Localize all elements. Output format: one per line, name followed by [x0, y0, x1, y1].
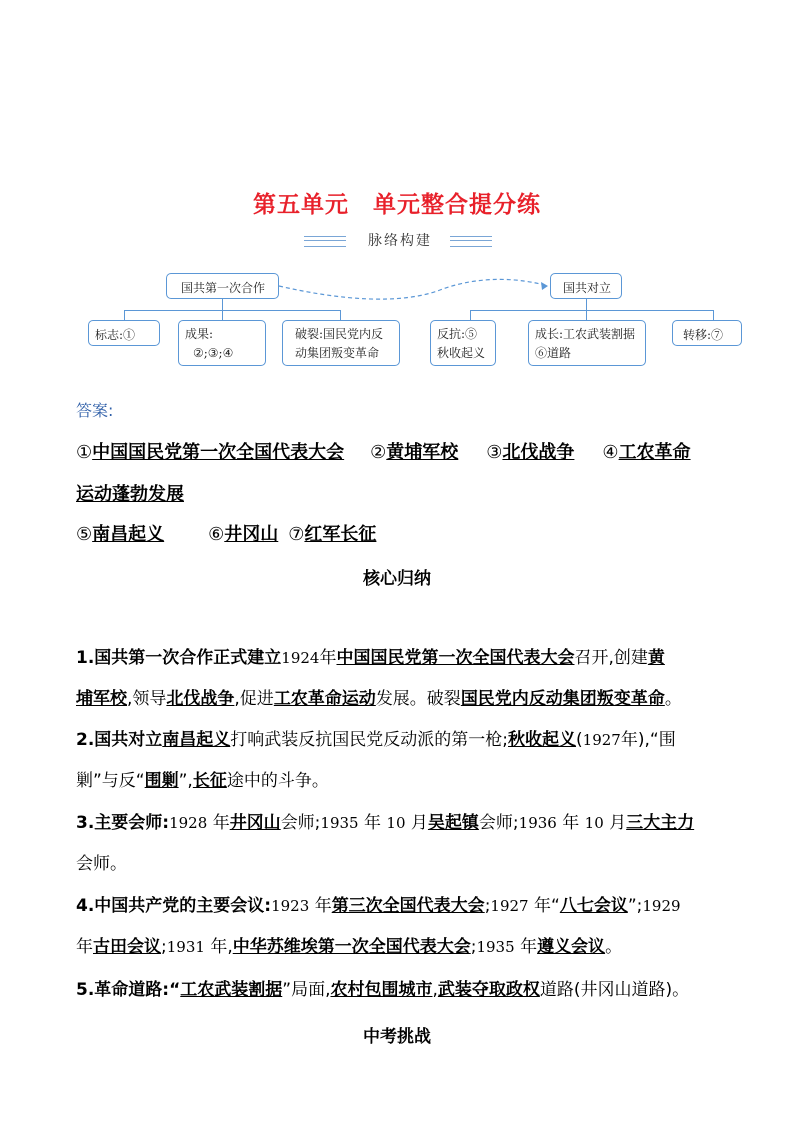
keyword: 工农武装割据: [180, 980, 283, 1000]
keyword: 工农革命运动: [273, 689, 376, 709]
node-resistance: [430, 320, 496, 366]
answer-line-1: [76, 438, 691, 464]
root-label: 国共第一次合作: [181, 281, 266, 295]
text-span: 。: [605, 937, 623, 957]
connector: [124, 310, 341, 311]
text-span: ,: [432, 980, 438, 1000]
text-span: ;: [161, 937, 167, 957]
text-span: 1923: [271, 897, 310, 915]
answer-text: 黄埔军校: [386, 442, 459, 463]
keyword: 吴起镇: [427, 813, 479, 833]
answer-text: 北伐战争: [502, 442, 575, 463]
node-line: 破裂:国民党内反: [295, 327, 384, 341]
root-first-cooperation: [166, 273, 279, 299]
keyword: 武装夺取政权: [437, 980, 540, 1000]
text-span: 年: [520, 937, 538, 957]
node-line: 动集团叛变革命: [295, 346, 380, 360]
text-span: 会师;: [478, 813, 519, 833]
answer-text: 井冈山: [224, 524, 279, 545]
answer-mark: ⑤: [76, 524, 93, 545]
answer-mark: ⑥: [208, 524, 225, 545]
keyword: 中华苏维埃第一次全国代表大会: [232, 937, 471, 957]
node-line: ⑥道路: [535, 346, 572, 360]
text-span: ,促进: [234, 689, 274, 709]
text-span: 年: [319, 648, 337, 668]
page-title: 第五单元 单元整合提分练: [253, 192, 541, 218]
core-paragraph-2: [76, 720, 718, 802]
keyword: 中国国民党第一次全国代表大会: [336, 648, 575, 668]
keyword: 南昌起义: [162, 730, 231, 750]
node-line: ②;③;④: [193, 346, 234, 360]
section-subtitle: 脉络构建: [368, 233, 432, 249]
keyword: 埔军校: [76, 689, 127, 709]
text-span: 1936: [518, 814, 557, 832]
keyword: 农村包围城市: [330, 980, 433, 1000]
connector: [340, 310, 341, 320]
text-span: 2.国共对立: [76, 730, 163, 750]
text-span: 年: [76, 937, 93, 957]
node-line: 标志:①: [95, 328, 136, 342]
text-span: 1935: [320, 814, 359, 832]
root-label: 国共对立: [563, 281, 612, 295]
node-line: 反抗:⑤: [437, 327, 478, 341]
text-span: (: [576, 730, 583, 750]
text-span: ,领导: [127, 689, 167, 709]
core-paragraph-3: [76, 803, 718, 885]
node-symbol: [88, 320, 160, 346]
text-span: ”;: [627, 896, 643, 916]
keyword: 八七会议: [559, 896, 628, 916]
text-span: 途中的斗争。: [226, 771, 329, 791]
text-span: 发展。破裂: [375, 689, 461, 709]
text-span: 召开,创建: [574, 648, 648, 668]
text-span: 剿”与反“: [76, 771, 145, 791]
text-span: ”局面,: [282, 980, 331, 1000]
connector: [713, 310, 714, 320]
text-span: 年),“围: [620, 730, 676, 750]
connector: [222, 310, 223, 320]
node-achievements: [178, 320, 266, 366]
connector: [470, 310, 714, 311]
answer-text: 工农革命: [618, 442, 691, 463]
node-line: 成长:工农武装割据: [535, 327, 636, 341]
text-span: 年: [212, 813, 230, 833]
keyword: 遵义会议: [537, 937, 606, 957]
root-confrontation: [550, 273, 622, 299]
keyword: 国民党内反动集团叛变革命: [460, 689, 665, 709]
answer-line-3: [76, 520, 376, 546]
node-transfer: [672, 320, 742, 346]
answer-line-2: [76, 480, 184, 506]
keyword: 井冈山: [229, 813, 281, 833]
answer-text: 红军长征: [304, 524, 377, 545]
text-span: ”,: [178, 771, 193, 791]
answer-mark: ③: [486, 442, 503, 463]
challenge-heading: 中考挑战: [363, 1027, 431, 1047]
node-line: 转移:⑦: [683, 328, 724, 342]
text-span: 打响武装反抗国民党反动派的第一枪;: [230, 730, 509, 750]
core-paragraph-4: [76, 886, 718, 968]
keyword: 第三次全国代表大会: [331, 896, 485, 916]
text-span: 道路(井冈山道路)。: [539, 980, 690, 1000]
text-span: 4.中国共产党的主要会议:: [76, 896, 272, 916]
text-span: 1924: [281, 649, 320, 667]
keyword: 秋收起义: [508, 730, 577, 750]
answer-mark: ①: [76, 442, 93, 463]
core-paragraph-5: [76, 970, 718, 1011]
text-span: 年“: [534, 896, 560, 916]
text-span: ;: [484, 896, 491, 916]
keyword: 围剿: [144, 771, 179, 791]
connector: [586, 310, 587, 320]
text-span: 1928: [169, 814, 208, 832]
keyword: 古田会议: [93, 937, 161, 957]
text-span: 10: [386, 814, 406, 832]
text-span: 1927: [490, 897, 529, 915]
connector: [124, 310, 125, 320]
text-span: 年: [562, 813, 580, 833]
text-span: 月: [609, 813, 627, 833]
keyword: 三大主力: [626, 813, 695, 833]
text-span: 1.国共第一次合作正式建立: [76, 648, 282, 668]
text-span: 1927: [582, 731, 621, 749]
text-span: 年: [364, 813, 382, 833]
text-span: ;: [470, 937, 477, 957]
text-span: 年,: [210, 937, 233, 957]
keyword: 北伐战争: [166, 689, 235, 709]
answer-label: 答案:: [76, 401, 114, 420]
text-span: 1931: [166, 938, 205, 956]
text-span: 月: [410, 813, 428, 833]
node-line: 成果:: [185, 327, 214, 341]
answer-text: 南昌起义: [92, 524, 165, 545]
answer-mark: ⑦: [288, 524, 305, 545]
connector: [470, 310, 471, 320]
answer-text: 运动蓬勃发展: [76, 484, 184, 505]
text-span: 会师;: [280, 813, 321, 833]
text-span: 5.革命道路:“: [76, 980, 181, 1000]
text-span: 。: [664, 689, 682, 709]
keyword: 黄: [647, 648, 665, 668]
text-span: 会师。: [76, 854, 127, 874]
node-growth: [528, 320, 646, 366]
node-breakdown: [282, 320, 400, 366]
core-paragraph-1: [76, 638, 718, 720]
text-span: 3.主要会师:: [76, 813, 170, 833]
node-line: 秋收起义: [437, 346, 486, 360]
text-span: 10: [584, 814, 604, 832]
keyword: 长征: [192, 771, 227, 791]
text-span: 1935: [476, 938, 515, 956]
answer-mark: ②: [370, 442, 387, 463]
answer-mark: ④: [602, 442, 619, 463]
core-heading: 核心归纳: [363, 569, 431, 589]
text-span: 年: [314, 896, 332, 916]
text-span: 1929: [642, 897, 681, 915]
answer-text: 中国国民党第一次全国代表大会: [92, 442, 345, 463]
